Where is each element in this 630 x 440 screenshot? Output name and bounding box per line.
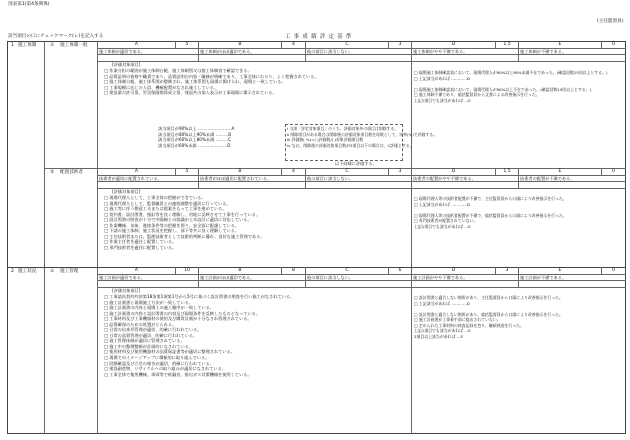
criteria-list [104,195,264,250]
list-item: 該当項目が60%以上80%未満 ………C [158,137,232,143]
grade-e: E [558,268,562,273]
list-item: □ 日常の出来形管理が適切、的確に行われている。 [104,327,202,333]
list-item: □ 現場代理人として、工事全体の把握ができている。 [104,195,206,200]
list-item: □ 現場代理人等の技術者配置が不備で、総括監督員から口頭により改善指示を行った。 [414,212,567,218]
section-1a-name: 施工体制一般 [60,43,88,48]
criteria-list [104,68,319,96]
grade-a-points: 10 [184,268,190,273]
section-1-code: 1 [11,43,14,48]
note-tail: 以下同様に評価する。 [335,161,377,166]
divider [411,41,412,434]
desc-c: 他の項目に該当しない。 [307,49,354,54]
list-item: □ 日常の品質管理が適切、的確に行われている。 [104,332,198,338]
grade-d: D [451,42,456,47]
grade-a: A [134,268,139,273]
grade-b: B [238,169,242,174]
desc-b: 施工体制がほぼ適切である。 [200,49,255,54]
grade-e-points: 0 [612,268,615,273]
list-item: □ 現場でのイメージアップに積極的に取り組んでいる。 [104,355,210,361]
list-item: □ 現場代理人として、監督職員との連絡調整を適切に行っている。 [104,200,231,206]
list-item: □ 主任技術者または、監理技術者として技術的判断に優れ、良好な施工管理である。 [104,233,265,239]
deduction-list [414,295,563,339]
grade-d-points: 1.5 [503,169,511,174]
list-item: □ 施工中の整理整頓が計画的になされている。 [104,343,194,349]
attachment-label: 別表第1(第4条関係) [8,2,50,7]
divider [44,41,45,434]
list-item: □ 設計図書と適合しない箇所があり、総括監督員から口頭により改善指示を行った。 [414,311,563,317]
grade-d-points: 1.5 [503,42,511,47]
grade-d: D [451,169,456,174]
grade-a-points: 5 [185,42,189,47]
list-item: □ 品質確保のための処置がとられる。 [104,321,177,327]
desc-d: 施工計画がやや不備である。 [413,275,468,280]
list-item: □ 施工体制不備であり、総括監督員から文書による改善指示を行った。 [414,92,540,98]
desc-a: 技術者が適切に配置されている。 [99,176,162,181]
grade-c-points: 3 [398,169,402,174]
note-list [287,126,437,148]
desc-e: 技術者の配置が不備である。 [520,176,575,181]
list-item: □ 段階確認及び立会の報告が適切、的確に行われている。 [104,360,214,366]
grade-e-points: 0 [612,42,615,47]
grade-a-points: 5 [185,169,189,174]
list-item: □ 上記該当があれば …………D [414,75,470,81]
grade-c-points: 3 [398,42,402,47]
list-item: □ 契約書、設計図書、指針等を良く理解し、用地に反映させて工事を行っている。 [104,211,261,217]
grade-d-points: 3 [505,268,509,273]
grade-a: A [134,42,139,47]
grade-b-points: 4 [292,42,295,47]
list-item: □ 作業主任者を適任し配置している。 [104,239,177,245]
list-item: 上記1項目でも該当があれば …E [414,328,471,334]
list-item: □ 上記該当があれば …………D [414,201,470,207]
list-item: □ 上記該当があれば …………D [414,300,470,306]
criteria-header: [評価対象項目] [112,288,141,293]
list-item: □ 現場施工体制確認表において、現場代理人が90%以上不在であった。(確認回数15回以上とする。) [414,86,592,92]
criteria-list [104,294,294,377]
list-item: 該当項目が60%未満 …………………D [158,142,231,148]
list-item: iii 評価値( %)=( )評価数/( )対象評価項目数 [287,137,364,143]
list-item: □ 工事規模に応じた人員、機械配置がなされ施工している。 [104,84,219,90]
desc-a: 施工体制が適切である。 [99,49,146,54]
section-1a-code: ① [50,43,55,48]
section-1b-name: 配置技術者 [60,170,83,175]
section-2-code: 2 [11,269,14,274]
section-1-name: 施工体制 [18,43,37,48]
list-item: □ 定められた工事材料の検査記録を怠り、継続検査を行った。 [414,322,524,328]
list-item: 2項目以上該当があれば …E [414,333,463,339]
grade-e: E [558,169,562,174]
list-item: □ 施工計画書の内容と現場工の施工順序が一致している。 [104,305,214,311]
list-item: ii 削除項目がある場合は削除後の評価対象項目数を母数として、比率(%)で評価する。 [287,131,438,137]
grade-a: A [134,169,139,174]
section-2a-name: 施工管理 [60,269,79,274]
list-item: □ 品質証明の資格や職責であり、品質証明の内容・職務が明確であり、工事全体にわたり、よく把握されている。 [104,73,319,79]
grade-b-points: 4 [292,169,295,174]
instruction-text: 該当項目の口にチェックマーク(レ)を記入する [8,34,104,39]
scale-list [158,126,234,148]
grade-b-points: 8 [292,268,295,273]
list-item: □ 現場施工体制確認表において、現場代理人が90%以上90%未満不在であった。(確認回数15回以上とする。) [414,70,608,75]
grade-c: C [345,169,349,174]
desc-c: 他の項目に該当しない。 [307,176,354,181]
list-item: □ 建設業の許可票、労災保険関係成立票、建退共の加入表示が工事現場に掲示されている。 [104,90,277,96]
desc-e: 施工体制が不備である。 [520,49,567,54]
evaluator-label: (主任監督員) [597,19,624,24]
grade-c: C [345,42,349,47]
list-item: □ 施工体制台帳、施工体系図が整備され、施工体系図も現場に掲げられ、現場と一致している。 [104,79,286,85]
list-item: □ 専門技術者が配置されていない。 [414,218,478,224]
list-item: □ 建設副産物、リサイクルへの取り組みが適切になされている。 [104,366,226,372]
list-item: □ 施工計画書が工事着手前に提出されていない。 [414,317,501,323]
desc-a: 施工計画が適切である。 [99,275,146,280]
desc-d: 施工体制がやや不備である。 [413,49,468,54]
list-item: □ 専門技術者を適任に配置している。 [104,244,177,250]
section-2-name: 施工状況 [18,269,37,274]
deduction-list [414,70,607,103]
list-item: □ 設計図書と適合しない箇所があり、主任監督員から口頭により改善指示を行った。 [414,295,563,300]
list-item: i 当該「評定対象項目」のうち、評価対象外の項目は削除する。 [287,126,399,131]
list-item: □ 設計図書の照査が十分で中隔線との協議が土木設計に適切に対応している。 [104,217,252,223]
desc-b: 施工計画がほぼ適切である。 [200,275,255,280]
desc-c: 他の項目に該当しない。 [307,275,354,280]
criteria-header: [評価対象項目] [112,189,141,194]
list-item: iv なお、削除後の評価対象項目数が2項目以下の場合は、C評価とする。 [287,142,414,148]
grade-e-points: 0 [612,169,615,174]
list-item: □ 工事全体で使用機械、車両等で低騒音、排出ガス対策機械を使用している。 [104,371,252,377]
grade-c-points: 6 [398,268,402,273]
desc-d: 技術者の配置がやや不備である。 [413,176,476,181]
list-item: 上記1項目でも該当があれば …E [414,97,471,103]
grade-b: B [238,268,242,273]
list-item: □ 工事材料及び工事機器材の使用及び購買計画が十分なされ管理されている。 [104,316,252,322]
list-item: □ 使用材料及び使用機器材の品質保証書等が適切に整理されている。 [104,349,235,355]
page-title: 工 事 成 績 評 定 基 準 [285,34,353,40]
desc-b: 技術者がほぼ適切に配置されている。 [200,176,272,181]
list-item: □ 下請の施工体制、施工状況を把握し、部下等共に良く理解している。 [104,228,240,234]
deduction-list [414,196,567,229]
list-item: □ 施工計画書と現場施工方法が一致している。 [104,299,194,305]
grade-c: C [345,268,349,273]
list-item: 該当項目が80%以上90%未満 ………B [158,131,232,137]
list-item: 該当項目が90%以上 ……………………A [158,126,235,131]
list-item: □ 工事請負契約約款第18条第1項第1号から5号に基づく設計図書の照査を行い施工がなされている。 [104,294,295,299]
list-item: □ 作業機械、気象、進捗条件等の把握を図り、安全面に配慮している。 [104,222,240,228]
list-item: □ 施工計画書の内容と設計図書の内容及び現場条件を反映したものとなっている。 [104,310,261,316]
grade-e: E [558,42,562,47]
list-item: □ 施工管理体制が適切に管理されている。 [104,338,185,344]
divider [97,41,98,434]
section-1b-code: ② [50,170,55,175]
grade-b: B [238,42,242,47]
grade-d: D [451,268,456,273]
list-item: □ 作業分担の範囲が施工体制台帳、施工体制図又は施工体制表で確認できる。 [104,68,252,73]
section-2a-code: ① [50,269,55,274]
criteria-header: [評価対象項目] [112,62,141,67]
list-item: □ 施工等に伴う創意工夫または提案をもって工事を進めている。 [104,206,227,212]
list-item: □ 現場代理人等の技術者配置が不備で、主任監督員から口頭により改善指示を行った。 [414,196,567,201]
list-item: 上記1項目でも該当があれば …E [414,223,471,229]
desc-e: 施工計画が不備である。 [520,275,567,280]
